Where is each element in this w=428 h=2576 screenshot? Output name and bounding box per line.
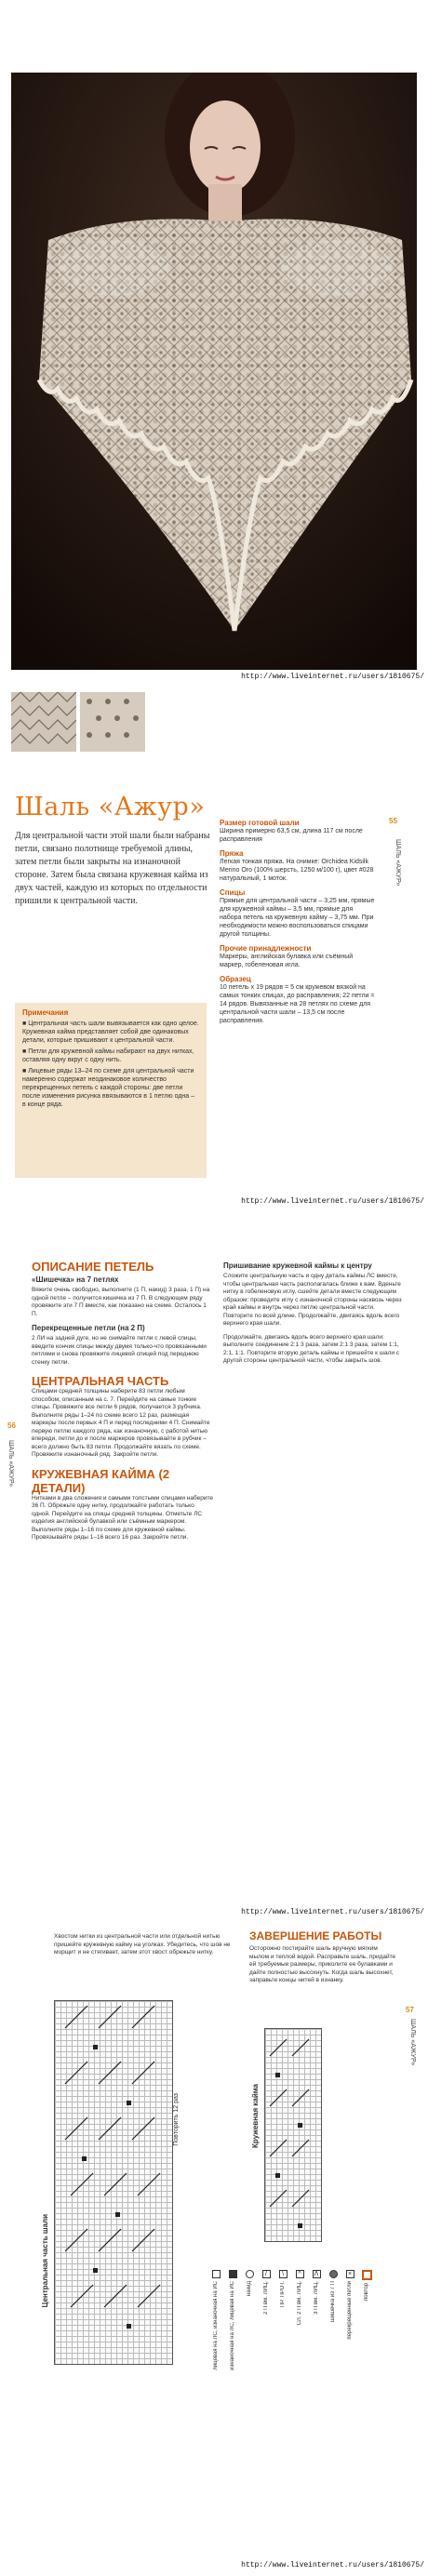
- center-text: Спицами средней толщины наберите 83 петли любым способом, описанным на с. 7. Перейдите на самые тонкие спицы. Провяжите все петли 6 рядов, получается 3 рубчика. Выполните ряды 1–24 по схеме всего 12 раз, размещая маркеры после первых 4 П и перед последними 4 П. Снимайте первую петлю каждого ряда, как изнаночную, с работой нитью впереди, петли до и после маркеров провязывайте в рубчик – всего должно быть 83 петли. Продолжайте вязать по схеме. Провяжите изнаночный ряд. Закройте петли.: [32, 1388, 210, 1458]
- legend-item: [275, 2270, 290, 2540]
- center-chart-label: Центральная часть шали: [41, 2214, 49, 2308]
- cross-subheading: Перекрещенные петли (на 2 П): [32, 1324, 145, 1332]
- notions-heading: Прочие принадлежности: [220, 944, 312, 953]
- ssk-icon: \: [279, 2270, 288, 2278]
- watermark-bar: [0, 1907, 428, 1918]
- border-heading: КРУЖЕВНАЯ КАЙМА (2 ДЕТАЛИ): [32, 1466, 170, 1495]
- chart-legend: [208, 2270, 385, 2540]
- border-chart-symbols: [264, 2028, 320, 2240]
- legend-item: [342, 2270, 357, 2540]
- notions-text: Маркеры, английская булавка или съёмный маркер, гобеленовая игла.: [220, 954, 354, 968]
- shawl-photo: [11, 73, 417, 670]
- center-heading: ЦЕНТРАЛЬНАЯ ЧАСТЬ: [32, 1374, 169, 1388]
- repeat-box-icon: [362, 2270, 372, 2280]
- size-text: Ширина примерно 63,5 см, длина 117 см после расправления: [220, 828, 363, 843]
- note-item-text: Центральная часть шали вывязывается как одно целое. Кружевная кайма представляет собой две одинаковых детали, которые пришивают к центральной части.: [22, 1021, 199, 1044]
- page-number-56: 56: [7, 1421, 16, 1430]
- repeat-label: Повторить 12 раз: [173, 2093, 180, 2146]
- border-chart-label: Кружевная кайма: [251, 2084, 260, 2148]
- sew-text-2: Продолжайте, двигаясь вдоль всего верхнего края шали: выполните соединение 2:1 3 раза, затем 2:1 3 раза, затем 1:1, 2:1, 1:1. Повторите вторую деталь каймы и пришейте к шали с другой стороны центральной части, чтобы закрыть шов.: [223, 1333, 400, 1364]
- bobble-subheading: «Шишечка» на 7 петлях: [32, 1275, 119, 1284]
- lace-detail-graphic-1: [11, 692, 76, 752]
- legend-label: шишечка из 7 П: [330, 2281, 336, 2323]
- note-item: ■ Центральная часть шали вывязывается как одно целое. Кружевная кайма представляет собой две одинаковых детали, которые пришивают к центральной части.: [22, 1021, 199, 1044]
- needles-heading: Спицы: [220, 888, 246, 897]
- finishing-text: Осторожно постирайте шаль вручную мягким мылом и теплой водой. Расправьте шаль, придайте ей требуемые размеры, приколите ее булавками и дайте полностью высохнуть. Когда шаль высохнет, заправьте концы нитей в изнанку.: [249, 1945, 396, 1983]
- bobble-icon: [329, 2270, 338, 2278]
- legend-item: [259, 2270, 274, 2540]
- watermark-bar: [0, 2560, 428, 2571]
- legend-label: перекрещенные петли: [347, 2281, 353, 2340]
- side-label-56: ШАЛЬ «АЖУР»: [7, 1440, 14, 1488]
- stitch-desc-heading: ОПИСАНИЕ ПЕТЕЛЬ: [32, 1260, 154, 1274]
- lace-detail-graphic-2: [80, 692, 145, 752]
- legend-label: СЛ. 2 П вм. ЛИЦ.: [297, 2281, 302, 2326]
- purl-symbol-icon: [229, 2270, 237, 2278]
- legend-item: [208, 2270, 223, 2540]
- legend-label: 3 П вм. ЛИЦ.: [314, 2281, 319, 2315]
- pattern-intro: Для центральной части этой шали были набраны петли, связано полотнище требуемой длины, затем петли были закрыты на изнаночной стороне. Затем была связана кружевная кайма из двух частей, каждую из которых по отдельности пришили к центральной части.: [15, 831, 210, 906]
- legend-label: изнаночная на ЛС, лицевая на ИС: [230, 2281, 235, 2370]
- shawl-photo-graphic: [11, 73, 417, 670]
- watermark-url: http://www.liveinternet.ru/users/1810675/: [241, 2561, 424, 2569]
- notes-box: [15, 1003, 207, 1178]
- yarn-heading: Пряжа: [220, 849, 244, 858]
- center-chart-symbols: [54, 2000, 171, 2363]
- page-number-55: 55: [389, 817, 397, 825]
- note-item: ■ Лицевые ряды 13–24 по схеме для центральной части намеренно содержат неодинаковое количество перекрещенных петель с каждой стороны: две петли после изменения рисунка ввязываются в 1 петлю одна – в конце ряда.: [22, 1068, 195, 1108]
- corner-sewing-text: Хвостом нитки из центральной части или отдельной нитью пришейте кружевную кайму на уголках. Убедитесь, что шов не морщит и не стягивает, затем этот хвост обрежьте нитку.: [54, 1933, 231, 1955]
- needles-text: Прямые для центральной части – 3,25 мм, прямые для кружевной каймы – 3,5 мм, прямые для набора петель на кружевную кайму – 3,75 мм. При необходимости можно воспользоваться спицами другой толщины.: [220, 898, 375, 938]
- specs-column: [220, 819, 376, 1025]
- legend-item: [326, 2270, 341, 2540]
- knit-symbol-icon: [212, 2270, 221, 2278]
- yarn-text: Легкая тонкая пряжа. На снимке: Orchidea Kidsilk Merino Oro (100% шерсть, 1250 м/100 г), цвет #028 натуральный, 1 моток.: [220, 859, 374, 882]
- bobble-text: Вяжите очень свободно, выполните (1 П, накид) 3 раза, 1 П) на одной петле – получится кишечка из 7 П. В следующем ряду провяжите эти 7 П вместе, как показано на схеме. Осталось 1 П.: [32, 1287, 210, 1317]
- notes-heading: Примечания: [22, 1008, 69, 1017]
- watermark-url: http://www.liveinternet.ru/users/1810675/: [241, 673, 424, 681]
- finishing-block: [249, 1929, 398, 1985]
- sew-text: Сложите центральную часть и одну деталь каймы ЛС вместе, чтобы центральная часть располагалась ближе к вам. Вденьте нитку в гобеленовую иглу, сшейте детали вместе следующим образом: проведите иглу с изнаночной стороны насквозь через край каймы и внутрь через петлю центральной части. Повторите по всей длине. Продолжайте, двигаясь вдоль всего верхнего края шали.: [223, 1273, 402, 1327]
- page-number-57: 57: [406, 2006, 414, 2014]
- gauge-heading: Образец: [220, 975, 251, 983]
- side-label-55: ШАЛЬ «АЖУР»: [395, 839, 401, 887]
- cross-text: 2 ЛИ на задней дуге, но не снимайте петли с левой спицы, введите кончик спицы между двумя только-что провязанными петлями и снова провяжите лицевой спицей под переднюю стенку петли.: [32, 1335, 207, 1366]
- side-label-57: ШАЛЬ «АЖУР»: [409, 2019, 416, 2066]
- watermark-url: http://www.liveinternet.ru/users/1810675/: [241, 1197, 424, 1206]
- border-text: Нитками в два сложения и самыми толстыми спицами наберите 36 П. Обрежьте одну нитку, продолжайте работать только одной. Перейдите на спицы средней толщины. Отметьте ЛС изделия английской булавкой или съёмным маркером. Выполните ряды 1–16 по схеме для кружевной каймы. Провязывайте ряды 1–16 всего 16 раз. Закройте петли.: [32, 1494, 214, 1541]
- lace-detail-thumbnail-2: [80, 692, 145, 752]
- gauge-text: 10 петель х 19 рядов = 5 см кружевом вязкой на самых тонких спицах, до расправления; 22 петли = 14 рядов. Вывязанные на 28 петлях по схеме для центральной части шали – 13,5 см после расправления.: [220, 984, 375, 1024]
- pattern-title: Шаль «Ажур»: [15, 793, 206, 821]
- yarn-over-icon: [246, 2270, 254, 2278]
- sew-heading: Пришивание кружевной каймы к центру: [223, 1261, 372, 1270]
- lace-detail-thumbnail-1: [11, 692, 76, 752]
- k3tog-icon: Λ: [313, 2270, 321, 2278]
- page-57-intro: [54, 1933, 236, 1957]
- watermark-bar: [0, 672, 428, 683]
- watermark-bar: [0, 1196, 428, 1208]
- page-56-left-column: [32, 1260, 214, 1542]
- legend-item: [225, 2270, 240, 2540]
- legend-label: лицевая на ЛС, изнаночная на ИС: [213, 2281, 219, 2370]
- cross-stitch-icon: ×: [346, 2270, 354, 2278]
- note-item: ■ Петли для кружевной каймы набирают на двух нитках, оставляя одну вкруг с одну нить.: [22, 1048, 194, 1063]
- legend-item: [309, 2270, 324, 2540]
- size-heading: Размер готовой шали: [220, 819, 300, 827]
- legend-label: 2 П вм. ЛИЦ.: [263, 2281, 269, 2315]
- note-item-text: Петли для кружевной каймы набирают на двух нитках, оставляя одну вкруг с одну нить.: [22, 1048, 194, 1063]
- legend-label: повтор: [364, 2283, 369, 2301]
- note-item-text: Лицевые ряды 13–24 по схеме для центральной части намеренно содержат неодинаковое количество перекрещенных петель с каждой стороны: две петли после изменения рисунка ввязываются в 1 петлю одна – в конце ряда.: [22, 1068, 195, 1108]
- legend-item: [242, 2270, 257, 2540]
- legend-label: ПР. ПРОТ.: [280, 2281, 286, 2308]
- legend-item: [359, 2270, 374, 2540]
- sk2p-icon: ^: [296, 2270, 304, 2278]
- watermark-url: http://www.liveinternet.ru/users/1810675/: [241, 1908, 424, 1916]
- page-56-right-column: [223, 1261, 406, 1366]
- k2tog-icon: /: [262, 2270, 271, 2278]
- finishing-heading: ЗАВЕРШЕНИЕ РАБОТЫ: [249, 1929, 382, 1942]
- legend-label: накид: [247, 2281, 252, 2297]
- top-margin: [0, 0, 428, 73]
- legend-item: [292, 2270, 307, 2540]
